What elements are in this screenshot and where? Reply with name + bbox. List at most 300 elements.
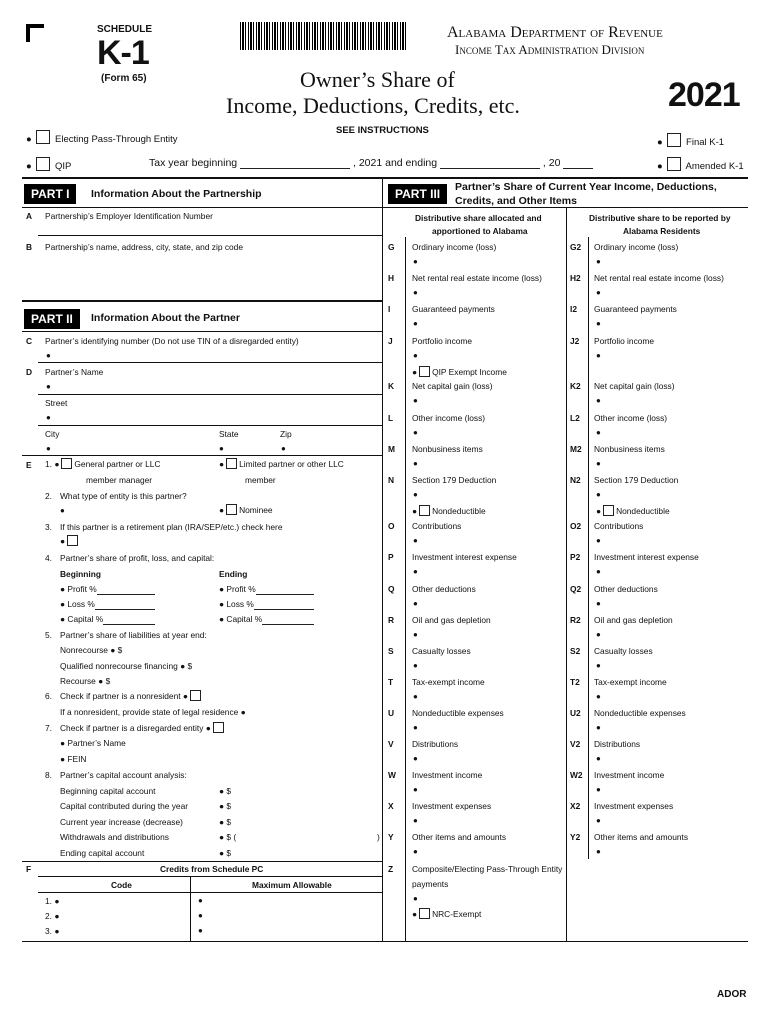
bullet-icon: ● [54, 911, 60, 921]
qip-checkbox[interactable] [36, 157, 50, 171]
row-letter-2: G2 [570, 242, 582, 252]
bullet-icon: ● [46, 444, 51, 453]
row-label-2: Other items and amounts [594, 832, 689, 842]
title-line2: Income, Deductions, Credits, etc. [226, 93, 520, 118]
row-label: Guaranteed payments [412, 304, 495, 314]
ending-label: Ending [219, 569, 248, 579]
cap-end-field [219, 848, 231, 858]
line-c-letter: C [26, 336, 33, 346]
row-letter-2: T2 [570, 677, 580, 687]
bullet-icon: ● [54, 459, 60, 469]
row-letter-2: X2 [570, 801, 581, 811]
row-label: Portfolio income [412, 336, 473, 346]
row-label-2: Casualty losses [594, 646, 653, 656]
retirement-checkbox[interactable] [67, 535, 78, 546]
line-d-rule [38, 394, 382, 395]
row-letter-2: N2 [570, 475, 581, 485]
row-letter: Y [388, 832, 394, 842]
part2-title: Information About the Partner [91, 312, 240, 324]
profit-end [219, 584, 314, 595]
dollar-paren: $ ( [226, 832, 237, 842]
row-label-2: Portfolio income [594, 336, 655, 346]
cap-contrib-label: Capital contributed during the year [60, 801, 189, 811]
bullet-icon: ● [60, 506, 65, 515]
nonresident-checkbox[interactable] [190, 690, 201, 701]
state-label: State [219, 429, 239, 439]
final-row [657, 133, 724, 149]
bullet-icon: ● [46, 351, 51, 360]
nominee-checkbox[interactable] [226, 504, 237, 515]
e5-label: Partner’s share of liabilities at year end: [60, 630, 207, 640]
row-letter-2: W2 [570, 770, 583, 780]
row-letter: G [388, 242, 395, 252]
bottom-rule [22, 941, 748, 942]
barcode [240, 22, 408, 50]
bullet-icon: ● [219, 801, 225, 811]
row-letter: R [388, 615, 395, 625]
row-letter: N [388, 475, 395, 485]
bullet-icon: ● [413, 723, 418, 732]
tax-year-begin-input[interactable] [240, 158, 350, 169]
row-label-2: Other deductions [594, 584, 658, 594]
amended-row [657, 157, 744, 173]
bullet-icon: ● [219, 505, 225, 515]
capital-label: Capital % [67, 614, 104, 624]
row-letter: I [388, 304, 391, 314]
bullet-icon: ● [596, 785, 601, 794]
row-label: Oil and gas depletion [412, 615, 491, 625]
bullet-icon: ● [60, 754, 66, 764]
row-label-2: Investment expenses [594, 801, 674, 811]
row-letter-2: S2 [570, 646, 581, 656]
bullet-icon: ● [412, 909, 418, 919]
line-a-rule [38, 235, 382, 236]
bullet-icon: ● [98, 676, 104, 686]
bullet-icon: ● [219, 786, 225, 796]
bullet-icon: ● [596, 692, 601, 701]
bullet-icon: ● [657, 161, 663, 172]
row-label: Investment interest expense [412, 552, 517, 562]
bullet-icon: ● [596, 428, 601, 437]
f-divider [190, 877, 191, 941]
bullet-icon: ● [219, 832, 225, 842]
loss-begin-input[interactable] [95, 599, 155, 610]
z-label1: Composite/Electing Pass-Through Entity [412, 864, 563, 874]
row-letter: H [388, 273, 395, 283]
bullet-icon: ● [596, 351, 601, 360]
row-label: Tax-exempt income [412, 677, 485, 687]
dollar-sign: $ [226, 801, 232, 811]
bullet-icon: ● [413, 396, 418, 405]
top-rule [22, 177, 748, 179]
part1-title: Information About the Partnership [91, 188, 262, 200]
form-number: (Form 65) [101, 73, 147, 84]
row-letter-2: K2 [570, 381, 581, 391]
general-partner-label: General partner or LLC [74, 459, 161, 469]
col1-left-rule [405, 237, 406, 941]
col-mid-rule [566, 207, 567, 941]
cap-contrib-field [219, 801, 231, 811]
street-rule [38, 425, 382, 426]
part3-tag: PART III [388, 184, 447, 204]
see-instructions: SEE INSTRUCTIONS [336, 125, 429, 136]
limited-partner-label2: member [245, 475, 276, 485]
row-letter: Q [388, 584, 395, 594]
row-letter-2: I2 [570, 304, 577, 314]
capital-end-input[interactable] [262, 614, 314, 625]
bullet-icon: ● [596, 459, 601, 468]
bullet-icon: ● [413, 816, 418, 825]
line-c-label: Partner’s identifying number (Do not use TIN of a disregarded entity) [45, 336, 299, 346]
row-letter: K [388, 381, 395, 391]
profit-begin [60, 584, 155, 595]
bullet-icon: ● [60, 738, 66, 748]
part3-title2: Credits, and Other Items [455, 195, 577, 207]
recourse-row [60, 676, 110, 686]
form-code: K-1 [97, 34, 149, 72]
center-divider [382, 177, 383, 941]
qip-exempt-checkbox[interactable] [419, 366, 430, 377]
row-letter: U [388, 708, 395, 718]
electing-row [26, 130, 178, 146]
bullet-icon: ● [413, 754, 418, 763]
f1-row [45, 896, 59, 906]
row-label: Section 179 Deduction [412, 475, 497, 485]
general-partner-checkbox[interactable] [61, 458, 72, 469]
line-b-letter: B [26, 242, 33, 252]
bullet-icon: ● [54, 896, 60, 906]
f2-number: 2. [45, 911, 52, 921]
tax-year: 2021 [668, 76, 740, 114]
bullet-icon: ● [412, 367, 418, 377]
bullet-icon: ● [413, 459, 418, 468]
zip-label: Zip [280, 429, 292, 439]
row-label: Contributions [412, 521, 462, 531]
e1-row [45, 458, 161, 469]
e1-limited-row [219, 458, 344, 469]
qualified-label: Qualified nonrecourse financing [60, 661, 178, 671]
bullet-icon: ● [596, 816, 601, 825]
bullet-icon: ● [413, 288, 418, 297]
row-label-2: Other income (loss) [594, 413, 668, 423]
row-letter: L [388, 413, 394, 423]
row-letter: T [388, 677, 394, 687]
row-letter: P [388, 552, 394, 562]
row-letter-2: Q2 [570, 584, 582, 594]
qualified-row [60, 661, 192, 671]
bullet-icon: ● [596, 257, 601, 266]
qip-row [26, 157, 71, 173]
cap-begin-field [219, 786, 231, 796]
bullet-icon: ● [240, 707, 246, 717]
bullet-icon: ● [198, 896, 203, 905]
part2-rule [22, 331, 382, 332]
limited-partner-checkbox[interactable] [226, 458, 237, 469]
row-letter-2: P2 [570, 552, 581, 562]
bullet-icon: ● [413, 490, 418, 499]
f-col-rule [38, 892, 382, 893]
z-label2: payments [412, 879, 449, 889]
bullet-icon: ● [413, 351, 418, 360]
row-letter: S [388, 646, 394, 656]
part3-rule [382, 207, 748, 208]
bullet-icon: ● [413, 536, 418, 545]
division-name: Income Tax Administration Division [455, 42, 645, 57]
row-letter-2: H2 [570, 273, 581, 283]
row-label-2: Guaranteed payments [594, 304, 677, 314]
row-label: Other items and amounts [412, 832, 507, 842]
bullet-icon: ● [413, 661, 418, 670]
e7-row [60, 722, 226, 733]
bullet-icon: ● [596, 567, 601, 576]
bullet-icon: ● [596, 847, 601, 856]
row-label-2: Distributions [594, 739, 641, 749]
dollar-sign: $ [226, 817, 232, 827]
code-header: Code [111, 880, 132, 890]
bullet-icon: ● [219, 614, 225, 624]
e6-number: 6. [45, 691, 52, 701]
col1-header1: Distributive share allocated and [415, 213, 542, 223]
disregarded-checkbox[interactable] [213, 722, 224, 733]
col1-header2: apportioned to Alabama [432, 226, 528, 236]
f-title: Credits from Schedule PC [160, 864, 264, 874]
fein-label: FEIN [67, 754, 87, 764]
bullet-icon: ● [413, 630, 418, 639]
f1-number: 1. [45, 896, 52, 906]
e8-number: 8. [45, 770, 52, 780]
bullet-icon: ● [180, 661, 186, 671]
e3-number: 3. [45, 522, 52, 532]
tax-year-row [149, 157, 593, 169]
max-header: Maximum Allowable [252, 880, 332, 890]
tax-year-end-input[interactable] [440, 158, 540, 169]
bullet-icon: ● [60, 614, 66, 624]
row-letter: W [388, 770, 396, 780]
nominee-row [219, 504, 273, 515]
row-letter-2: J2 [570, 336, 580, 346]
line-f-letter: F [26, 864, 32, 874]
electing-label: Electing Pass-Through Entity [55, 134, 178, 145]
nondeductible-label: Nondeductible [616, 506, 670, 516]
capital-label: Capital % [226, 614, 263, 624]
and-ending-label: , 2021 and ending [353, 157, 438, 169]
cap-withdraw-label: Withdrawals and distributions [60, 832, 169, 842]
close-paren: ) [377, 832, 380, 842]
line-a-letter: A [26, 211, 33, 221]
row-label-2: Contributions [594, 521, 644, 531]
bullet-icon: ● [596, 599, 601, 608]
bullet-icon: ● [46, 413, 51, 422]
f3-row [45, 926, 59, 936]
bullet-icon: ● [413, 599, 418, 608]
row-letter: J [388, 336, 393, 346]
e5-number: 5. [45, 630, 52, 640]
nondeductible-row-2 [596, 505, 670, 516]
dollar-sign: $ [226, 848, 232, 858]
part1-bottom-rule [22, 300, 382, 302]
e6-row [60, 690, 203, 701]
twenty-label: , 20 [542, 157, 561, 169]
nrc-exempt-checkbox[interactable] [419, 908, 430, 919]
bullet-icon: ● [413, 692, 418, 701]
line-a-label: Partnership’s Employer Identification Number [45, 211, 213, 221]
row-letter-2: O2 [570, 521, 582, 531]
bullet-icon: ● [198, 911, 203, 920]
row-label: Ordinary income (loss) [412, 242, 497, 252]
row-label-2: Investment interest expense [594, 552, 699, 562]
bullet-icon: ● [198, 926, 203, 935]
row-label: Other income (loss) [412, 413, 486, 423]
row-label-2: Section 179 Deduction [594, 475, 679, 485]
f-header-rule [38, 876, 382, 877]
row-label-2: Tax-exempt income [594, 677, 667, 687]
row-label-2: Net capital gain (loss) [594, 381, 675, 391]
agency-name: Alabama Department of Revenue [447, 24, 663, 41]
line-d-letter: D [26, 367, 33, 377]
nominee-label: Nominee [239, 505, 273, 515]
e4-label: Partner’s share of profit, loss, and capital: [60, 553, 215, 563]
e1-number: 1. [45, 459, 52, 469]
bullet-icon: ● [219, 599, 225, 609]
schedule-label: SCHEDULE [97, 24, 153, 35]
e2-label: What type of entity is this partner? [60, 491, 187, 501]
bullet-icon: ● [596, 754, 601, 763]
row-label-2: Investment income [594, 770, 665, 780]
profit-label: Profit % [67, 584, 97, 594]
e6-label: Check if partner is a nonresident [60, 691, 181, 701]
bullet-icon: ● [26, 161, 32, 172]
row-label: Investment expenses [412, 801, 492, 811]
bullet-icon: ● [219, 848, 225, 858]
col2-left-rule [588, 237, 589, 859]
e4-number: 4. [45, 553, 52, 563]
loss-label: Loss % [226, 599, 254, 609]
bullet-icon: ● [205, 723, 211, 733]
row-label-2: Net rental real estate income (loss) [594, 273, 724, 283]
nrc-row [412, 908, 481, 919]
e2-number: 2. [45, 491, 52, 501]
tax-year-end-year-input[interactable] [563, 158, 593, 169]
final-k1-label: Final K-1 [686, 137, 725, 148]
bullet-icon: ● [413, 847, 418, 856]
general-partner-label2: member manager [86, 475, 153, 485]
row-label: Nonbusiness items [412, 444, 483, 454]
part1-rule [22, 207, 382, 208]
bullet-icon: ● [596, 288, 601, 297]
row-letter-2: R2 [570, 615, 581, 625]
bullet-icon: ● [60, 536, 66, 546]
e7-label: Check if partner is a disregarded entity [60, 723, 204, 733]
row-letter-2: V2 [570, 739, 581, 749]
retirement-row [60, 535, 80, 546]
cap-increase-label: Current year increase (decrease) [60, 817, 183, 827]
tax-year-beginning-label: Tax year beginning [149, 157, 238, 169]
capital-end [219, 614, 314, 625]
bullet-icon: ● [219, 817, 225, 827]
capital-begin-input[interactable] [103, 614, 155, 625]
row-label: Casualty losses [412, 646, 471, 656]
nonrecourse-row [60, 645, 122, 655]
bullet-icon: ● [596, 661, 601, 670]
row-label: Other deductions [412, 584, 476, 594]
bullet-icon: ● [413, 567, 418, 576]
bullet-icon: ● [596, 506, 602, 516]
ador-label: ADOR [717, 989, 747, 1000]
row-label: Net rental real estate income (loss) [412, 273, 542, 283]
bullet-icon: ● [46, 382, 51, 391]
final-k1-checkbox[interactable] [667, 133, 681, 147]
bullet-icon: ● [60, 584, 66, 594]
row-letter-2: L2 [570, 413, 580, 423]
cap-end-label: Ending capital account [60, 848, 145, 858]
recourse-label: Recourse [60, 676, 96, 686]
loss-end-input[interactable] [254, 599, 314, 610]
e6-sub-label: If a nonresident, provide state of legal residence [60, 707, 239, 717]
bullet-icon: ● [657, 137, 663, 148]
bullet-icon: ● [413, 785, 418, 794]
bullet-icon: ● [413, 257, 418, 266]
e3-label: If this partner is a retirement plan (IRA/SEP/etc.) check here [60, 522, 283, 532]
profit-begin-input[interactable] [97, 584, 155, 595]
amended-k1-checkbox[interactable] [667, 157, 681, 171]
row-letter: O [388, 521, 395, 531]
part1-tag: PART I [24, 184, 76, 204]
electing-checkbox[interactable] [36, 130, 50, 144]
bullet-icon: ● [219, 459, 225, 469]
bullet-icon: ● [596, 319, 601, 328]
limited-partner-label: Limited partner or other LLC [239, 459, 344, 469]
qip-label: QIP [55, 161, 72, 172]
row-label: Net capital gain (loss) [412, 381, 493, 391]
dollar-sign: $ [226, 786, 232, 796]
row-label-2: Oil and gas depletion [594, 615, 673, 625]
e8-label: Partner’s capital account analysis: [60, 770, 187, 780]
bullet-icon: ● [60, 599, 66, 609]
bullet-icon: ● [219, 584, 225, 594]
capital-begin [60, 614, 155, 625]
loss-begin [60, 599, 155, 610]
nondeductible-checkbox[interactable] [419, 505, 430, 516]
row-label: Nondeductible expenses [412, 708, 504, 718]
nondeductible-label: Nondeductible [432, 506, 486, 516]
bullet-icon: ● [281, 444, 286, 453]
row-label: Investment income [412, 770, 483, 780]
dollar-sign: $ [187, 661, 193, 671]
nondeductible-checkbox[interactable] [603, 505, 614, 516]
bullet-icon: ● [596, 723, 601, 732]
bullet-icon: ● [596, 396, 601, 405]
row-letter: M [388, 444, 395, 454]
bullet-icon: ● [219, 444, 224, 453]
bullet-icon: ● [413, 428, 418, 437]
col2-header1: Distributive share to be reported by [589, 213, 731, 223]
street-label: Street [45, 398, 68, 408]
bullet-icon: ● [110, 645, 116, 655]
partners-name-label: Partner’s Name [67, 738, 126, 748]
e7-number: 7. [45, 723, 52, 733]
profit-end-input[interactable] [256, 584, 314, 595]
cap-begin-label: Beginning capital account [60, 786, 156, 796]
qip-exempt-label: QIP Exempt Income [432, 367, 507, 377]
nrc-exempt-label: NRC-Exempt [432, 909, 482, 919]
bullet-icon: ● [26, 134, 32, 145]
row-letter-2: M2 [570, 444, 582, 454]
cap-withdraw-field [219, 832, 236, 842]
bullet-icon: ● [596, 536, 601, 545]
amended-k1-label: Amended K-1 [685, 161, 744, 172]
loss-label: Loss % [67, 599, 95, 609]
profit-label: Profit % [226, 584, 256, 594]
